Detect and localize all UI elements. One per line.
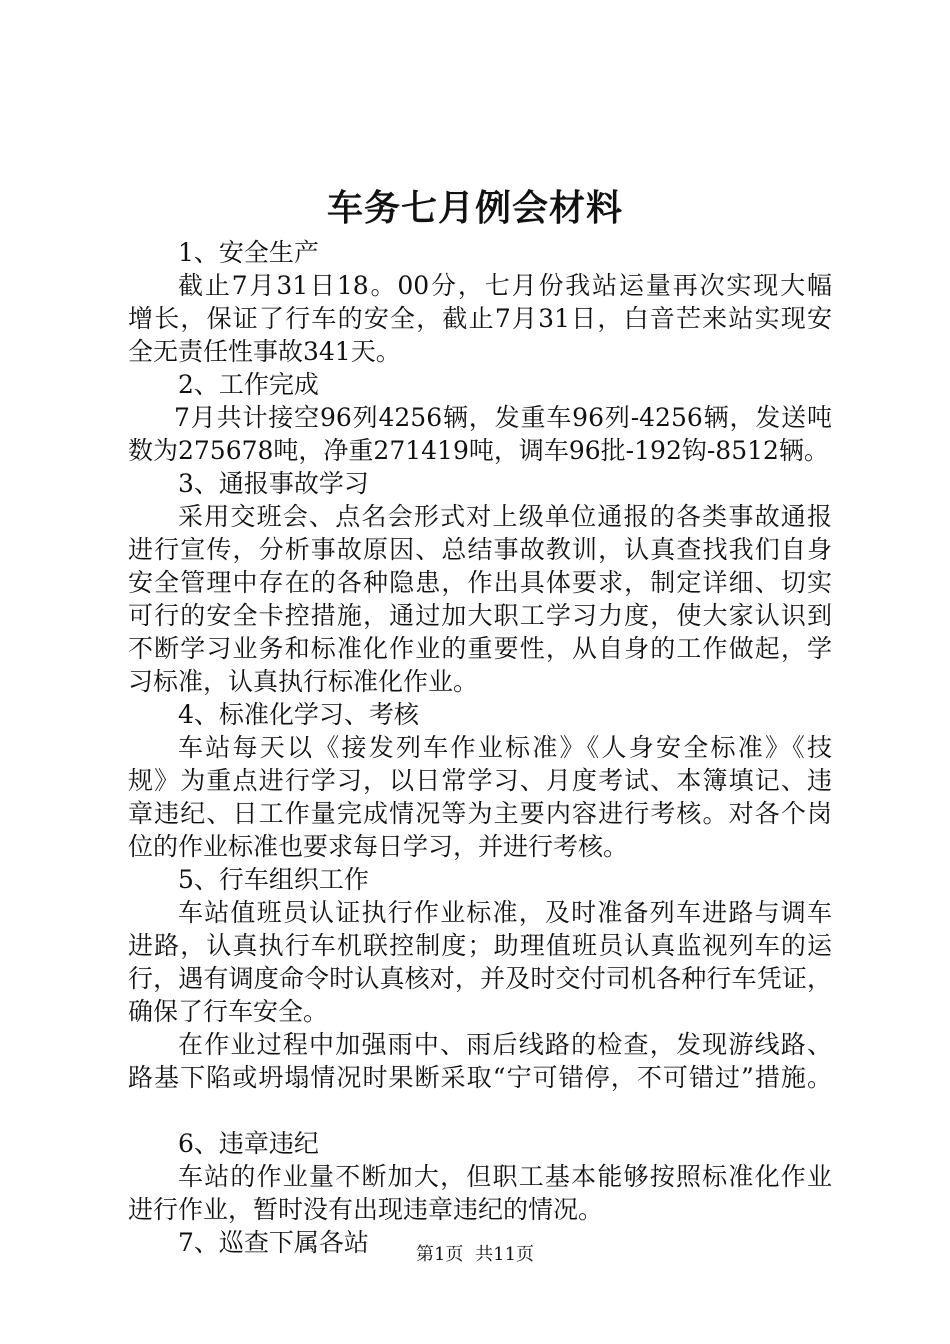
paragraph-line: 路基下陷或坍塌情况时果断采取“宁可错停，不可错过”措施。 bbox=[128, 1063, 832, 1092]
paragraph-line: 采用交班会、点名会形式对上级单位通报的各类事故通报 bbox=[178, 502, 832, 531]
paragraph-line: 确保了行车安全。 bbox=[128, 997, 329, 1026]
paragraph-line: 数为275678吨，净重271419吨，调车96批-192钩-8512辆。 bbox=[128, 436, 829, 465]
section-heading-standardization: 4、标准化学习、考核 bbox=[178, 700, 419, 729]
paragraph-line: 进行宣传，分析事故原因、总结事故教训，认真查找我们自身 bbox=[128, 535, 832, 564]
paragraph-line: 车站的作业量不断加大，但职工基本能够按照标准化作业 bbox=[178, 1162, 832, 1191]
paragraph-line: 进行作业，暂时没有出现违章违纪的情况。 bbox=[128, 1195, 604, 1224]
paragraph-line: 车站每天以《接发列车作业标准》《人身安全标准》《技 bbox=[178, 733, 832, 762]
paragraph-line: 在作业过程中加强雨中、雨后线路的检查，发现游线路、 bbox=[178, 1030, 832, 1059]
paragraph-gap bbox=[128, 1094, 832, 1127]
paragraph-line: 行，遇有调度命令时认真核对，并及时交付司机各种行车凭证， bbox=[128, 964, 832, 993]
section-heading-violations: 6、违章违纪 bbox=[178, 1129, 319, 1158]
page-footer bbox=[0, 1243, 950, 1267]
paragraph-line: 7月共计接空96列4256辆，发重车96列-4256辆，发送吨 bbox=[174, 403, 832, 432]
paragraph-line: 进路，认真执行车机联控制度；助理值班员认真监视列车的运 bbox=[128, 931, 832, 960]
paragraph-line: 习标准，认真执行标准化作业。 bbox=[128, 667, 479, 696]
section-heading-inspection: 7、巡查下属各站 bbox=[178, 1228, 369, 1257]
document-body bbox=[128, 236, 832, 1259]
paragraph-line: 章违纪、日工作量完成情况等为主要内容进行考核。对各个岗 bbox=[128, 799, 832, 828]
paragraph-line: 安全管理中存在的各种隐患，作出具体要求，制定详细、切实 bbox=[128, 568, 832, 597]
document-title: 车务七月例会材料 bbox=[326, 187, 623, 229]
page-number-total: 共11页 bbox=[475, 1244, 535, 1265]
paragraph-line: 规》为重点进行学习，以日常学习、月度考试、本簿填记、违 bbox=[128, 766, 832, 795]
section-heading-work-completion: 2、工作完成 bbox=[178, 370, 319, 399]
paragraph-line: 增长，保证了行车的安全，截止7月31日，白音芒来站实现安 bbox=[128, 304, 832, 333]
page-number-current: 第1页 bbox=[415, 1244, 464, 1265]
paragraph-line: 可行的安全卡控措施，通过加大职工学习力度，使大家认识到 bbox=[128, 601, 832, 630]
paragraph-line: 截止7月31日18。00分，七月份我站运量再次实现大幅 bbox=[178, 271, 832, 300]
paragraph-line: 位的作业标准也要求每日学习，并进行考核。 bbox=[128, 832, 629, 861]
section-heading-accident-study: 3、通报事故学习 bbox=[178, 469, 369, 498]
section-heading-train-operation: 5、行车组织工作 bbox=[178, 865, 369, 894]
paragraph-line: 全无责任性事故341天。 bbox=[128, 337, 401, 366]
section-heading-safety: 1、安全生产 bbox=[178, 238, 319, 267]
paragraph-line: 车站值班员认证执行作业标准，及时准备列车进路与调车 bbox=[178, 898, 832, 927]
paragraph-line: 不断学习业务和标准化作业的重要性，从自身的工作做起，学 bbox=[128, 634, 832, 663]
